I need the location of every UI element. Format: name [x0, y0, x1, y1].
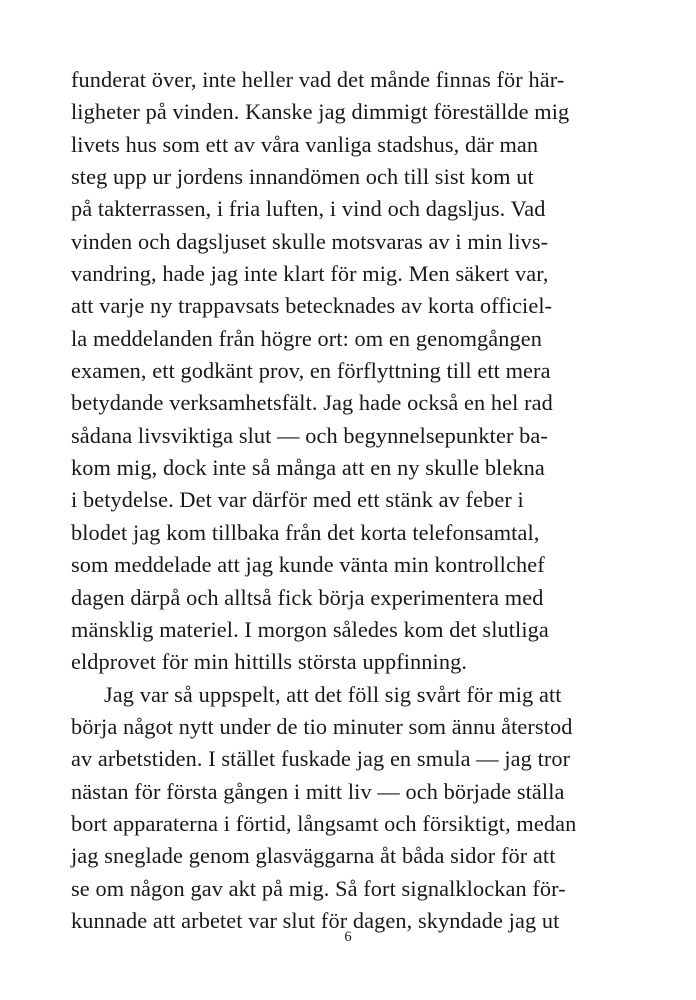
page-number: 6 [344, 929, 352, 945]
text-line: börja något nytt under de tio minuter som ännu återstod [71, 713, 573, 739]
text-line: i betydelse. Det var därför med ett stänk av feber i [71, 487, 524, 513]
text-line: kom mig, dock inte så många att en ny skulle blekna [71, 455, 545, 481]
text-line: nästan för första gången i mitt liv — och började ställa [71, 778, 565, 804]
text-line: vandring, hade jag inte klart för mig. Men säkert var, [71, 261, 549, 287]
text-line: bort apparaterna i förtid, långsamt och försiktigt, medan [71, 810, 577, 836]
text-line: livets hus som ett av våra vanliga stadshus, där man [71, 131, 539, 157]
text-line: se om någon gav akt på mig. Så fort signalklockan för- [71, 875, 566, 901]
text-line: betydande verksamhetsfält. Jag hade också en hel rad [71, 390, 553, 416]
text-line: steg upp ur jordens innandömen och till sist kom ut [71, 164, 534, 190]
text-line: jag sneglade genom glasväggarna åt båda sidor för att [71, 843, 556, 869]
text-line: kunnade att arbetet var slut för dagen, skyndade jag ut [71, 907, 560, 933]
text-line: vinden och dagsljuset skulle motsvaras av i min livs- [71, 228, 549, 254]
text-line: Jag var så uppspelt, att det föll sig svårt för mig att [104, 681, 562, 707]
text-line: dagen därpå och alltså fick börja experimentera med [71, 584, 544, 610]
text-line: ligheter på vinden. Kanske jag dimmigt föreställde mig [71, 99, 570, 125]
text-line: på takterrassen, i fria luften, i vind och dagsljus. Vad [71, 196, 546, 222]
text-line: blodet jag kom tillbaka från det korta telefonsamtal, [71, 519, 540, 545]
text-line: funderat över, inte heller vad det månde finnas för här- [71, 67, 565, 92]
text-line: mänsklig materiel. I morgon således kom det slutliga [71, 616, 549, 642]
text-line: la meddelanden från högre ort: om en genomgången [71, 325, 543, 351]
page-body-text [71, 64, 625, 937]
text-line: att varje ny trappavsats betecknades av korta officiel- [71, 293, 553, 319]
text-line: sådana livsviktiga slut — och begynnelsepunkter ba- [71, 422, 548, 448]
text-line: eldprovet för min hittills största uppfinning. [71, 649, 467, 675]
text-line: av arbetstiden. I stället fuskade jag en smula — jag tror [71, 746, 571, 772]
text-line: som meddelade att jag kunde vänta min kontrollchef [71, 552, 545, 578]
text-line: examen, ett godkänt prov, en förflyttning till ett mera [71, 358, 551, 384]
